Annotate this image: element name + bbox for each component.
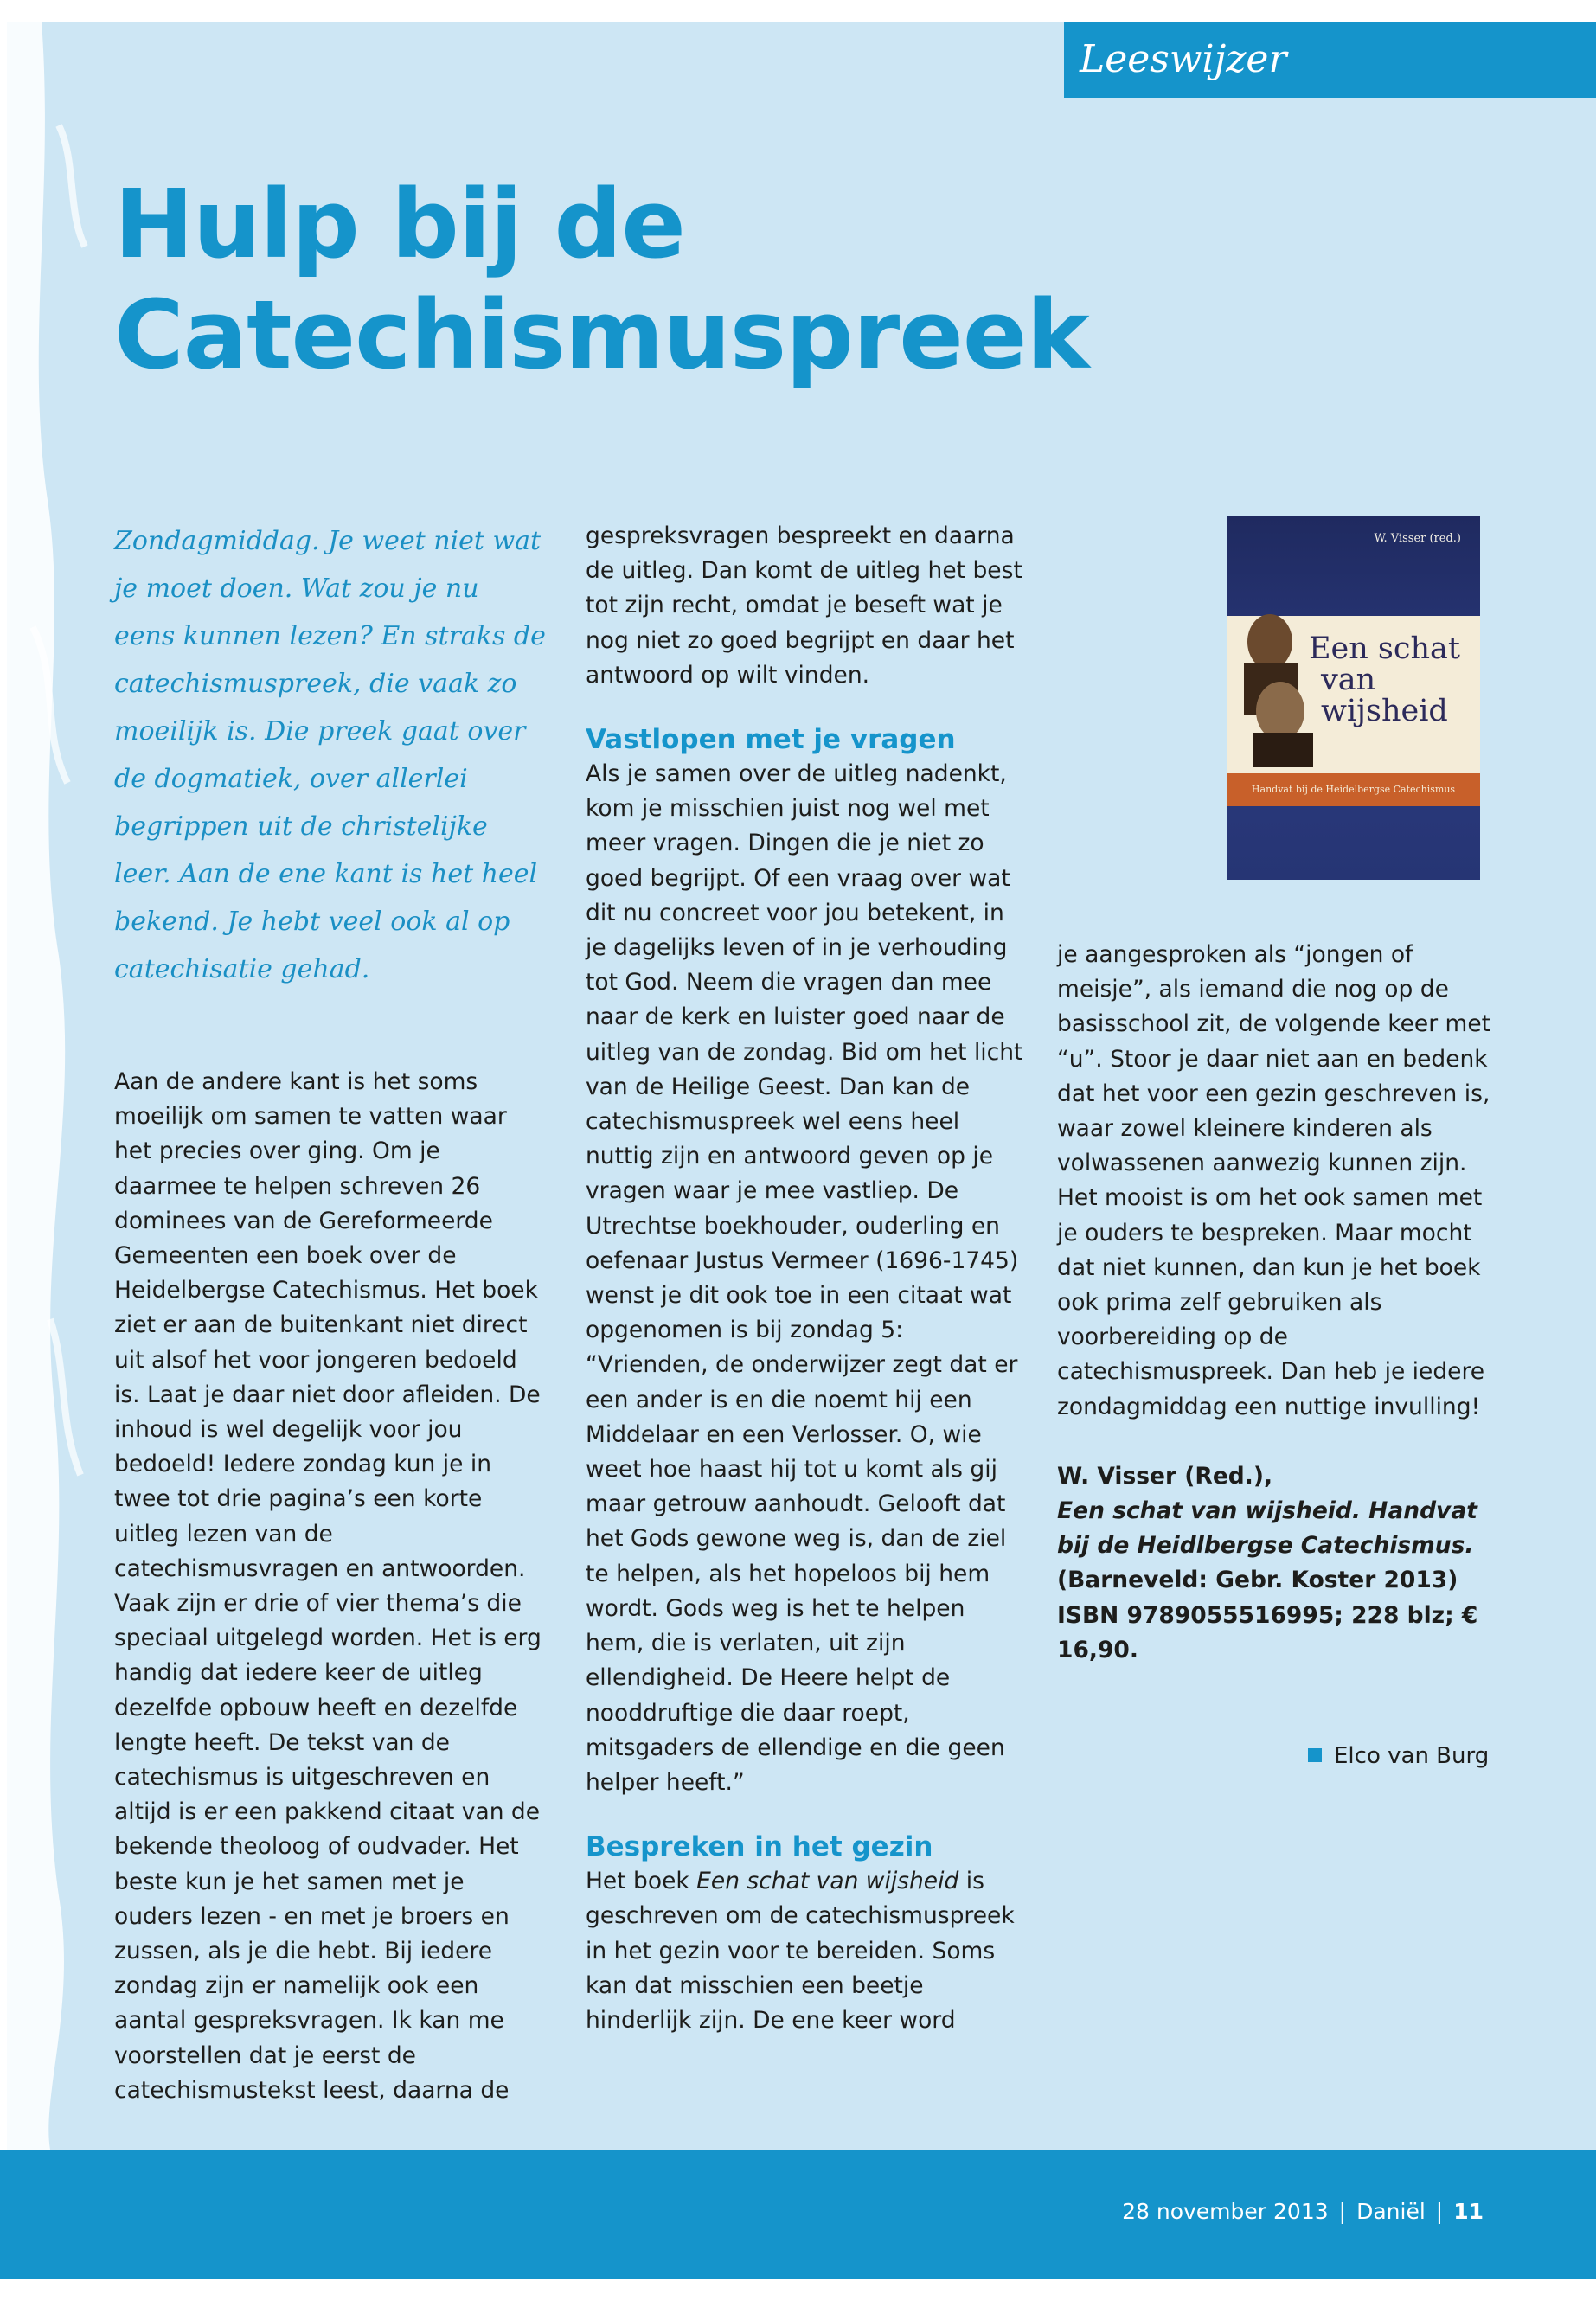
body-paragraph-3: Als je samen over de uitleg nadenkt, kom je misschien juist nog wel met meer vragen. Dingen die je niet zo goed begrijpt. Of een vraag over wat dit nu concreet voor jou betekent, in je dagelijks leven of in je verhouding tot God. Neem die vragen dan mee naar de kerk en luister goed naar de uitleg van de zondag. Bid om het licht van de Heilige Geest. Dan kan de catechismuspreek wel eens heel nuttig zijn en antwoord geven op je vragen waar je mee vastliep. De Utrechtse boekhouder, ouderling en oefenaar Justus Vermeer (1696-1745) wenst je dit ook toe in een citaat wat opgenomen is bij zondag 5: “Vrienden, de onderwijzer zegt dat er een ander is en die noemt hij een Middelaar en een Verlosser. O, wie weet hoe haast hij tot u komt als gij maar getrouw aanhoudt. Gelooft dat het Gods gewone weg is, dan de ziel te helpen, als het hopeloos bij hem wordt. Gods weg is het te helpen hem, die is verlaten, uit zijn ellendigheid. De Heere helpt de nooddruftige die daar roept, mitsgaders de ellendige en die geen helper heeft.” xyxy=(586,760,1023,1796)
intro-paragraph: Zondagmiddag. Je weet niet wat je moet doen. Wat zou je nu eens kunnen lezen? En straks de catechismuspreek, die vaak zo moeilijk is. Die preek gaat over de dogmatiek, over allerlei begrippen uit de christelijke leer. Aan de ene kant is het heel bekend. Je hebt veel ook al op catechisatie gehad. xyxy=(114,526,546,984)
column-2 xyxy=(586,519,1027,2038)
subheading-bespreken: Bespreken in het gezin xyxy=(586,1831,933,1863)
title-line-1: Hulp bij de xyxy=(114,169,685,279)
column-3 xyxy=(1057,938,1507,1668)
footer-separator: | xyxy=(1338,2199,1347,2224)
title-line-2: Catechismuspreek xyxy=(114,279,1089,390)
brush-stroke-decoration xyxy=(7,22,111,2150)
footer-bar xyxy=(0,2150,1596,2279)
footer-info xyxy=(1122,2195,1484,2229)
cover-subtitle-band: Handvat bij de Heidelbergse Catechismus xyxy=(1227,773,1480,806)
body-paragraph-1: Aan de andere kant is het soms moeilijk om samen te vatten waar het precies over ging. Om je daarmee te helpen schreven 26 dominees van de Gereformeerde Gemeenten een boek over de Heidelbergse Catechismus. Het boek ziet er aan de buitenkant niet direct uit alsof het voor jongeren bedoeld is. Laat je daar niet door afleiden. De inhoud is wel degelijk voor jou bedoeld! Iedere zondag kun je in twee tot drie pagina’s een korte uitleg lezen van de catechismusvragen en antwoorden. Vaak zijn er drie of vier thema’s die speciaal uitgelegd worden. Het is erg handig dat iedere keer de uitleg dezelfde opbouw heeft en dezelfde lengte heeft. De tekst van de catechismus is uitgeschreven en altijd is er een pakkend citaat van de bekende theoloog of oudvader. Het beste kun je het samen met je ouders lezen - en met je broers en zussen, als je die hebt. Bij iedere zondag zijn er namelijk ook een aantal gespreksvragen. Ik kan me voorstellen dat je eerst de catechismustekst leest, daarna de xyxy=(114,1068,542,2104)
article-title xyxy=(114,169,1239,390)
book-author: W. Visser (Red.), xyxy=(1057,1462,1273,1490)
body-paragraph-5: je aangesproken als “jongen of meisje”, als iemand die nog op de basisschool zit, de volgende keer met “u”. Stoor je daar niet aan en bedenk dat het voor een gezin geschreven is, waar zowel kleinere kinderen als volwassenen aanwezig kunnen zijn. Het mooist is om het ook samen met je ouders te bespreken. Maar mocht dat niet kunnen, dan kun je het boek ook prima zelf gebruiken als voorbereiding op de catechismuspreek. Dan heb je iedere zondagmiddag een nuttige invulling! xyxy=(1057,941,1491,1420)
book-details: (Barneveld: Gebr. Koster 2013) ISBN 9789055516995; 228 blz; € 16,90. xyxy=(1057,1567,1478,1663)
cover-editor: W. Visser (red.) xyxy=(1374,532,1461,545)
footer-magazine: Daniël xyxy=(1356,2199,1426,2224)
book-cover-image xyxy=(1227,516,1480,880)
footer-separator: | xyxy=(1435,2199,1444,2224)
page-number: 11 xyxy=(1453,2199,1484,2224)
body-paragraph-2: gespreksvragen bespreekt en daarna de uitleg. Dan komt de uitleg het best tot zijn recht, omdat je beseft wat je nog niet zo goed begrijpt en daar het antwoord op wilt vinden. xyxy=(586,522,1022,689)
author-name: Elco van Burg xyxy=(1334,1743,1490,1769)
section-tag: Leeswijzer xyxy=(1064,22,1596,98)
body-paragraph-4 xyxy=(586,1864,1027,2038)
author-bullet-icon xyxy=(1308,1748,1322,1762)
book-title: Een schat van wijsheid. Handvat bij de Heidlbergse Catechismus. xyxy=(1057,1497,1477,1560)
article-author xyxy=(1308,1739,1489,1773)
column-1 xyxy=(114,517,547,2108)
body-text: is geschreven om de catechismuspreek in het gezin voor te bereiden. Soms kan dat misschien een beetje hinderlijk zijn. De ene keer word xyxy=(586,1868,1015,2034)
book-title-inline: Een schat van wijsheid xyxy=(696,1868,959,1895)
cover-title-line-3: wijsheid xyxy=(1321,694,1448,728)
subheading-vastlopen: Vastlopen met je vragen xyxy=(586,724,956,756)
cover-title-line-2: van xyxy=(1321,663,1376,697)
portrait-illustration xyxy=(1237,581,1315,767)
book-info xyxy=(1057,1459,1507,1668)
body-text: Het boek xyxy=(586,1868,697,1895)
cover-title xyxy=(1309,633,1460,727)
footer-date: 28 november 2013 xyxy=(1122,2199,1329,2224)
cover-title-line-1: Een schat xyxy=(1309,631,1460,666)
